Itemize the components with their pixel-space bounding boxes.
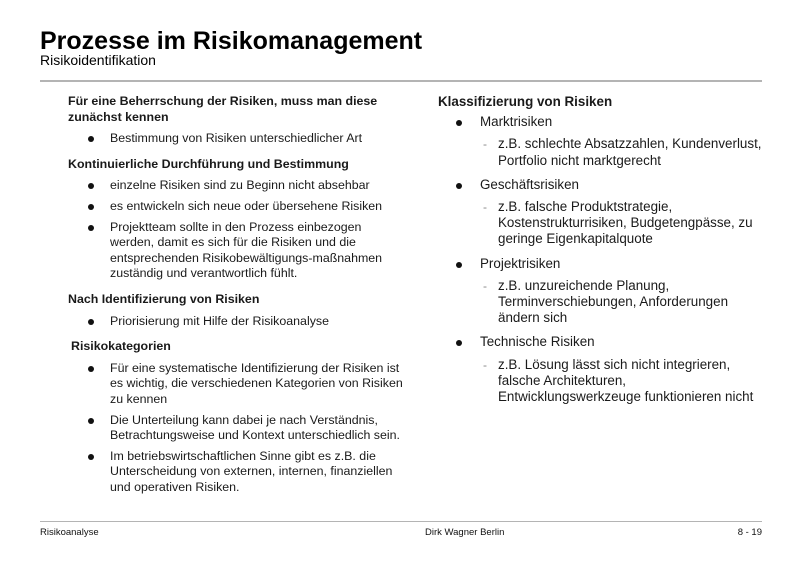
list-item bbox=[438, 177, 768, 248]
list-item-text: Bestimmung von Risiken unterschiedlicher Art bbox=[110, 131, 363, 146]
list-item-text: Projektteam sollte in den Prozess einbezogen werden, damit es sich für die Risiken und die entsprechenden Risikobewältigungs-maßnahmen zuständig und verantwortlich fühlt. bbox=[110, 219, 383, 281]
dash-icon: - bbox=[483, 200, 487, 215]
list-item-text: Projektrisiken bbox=[480, 255, 561, 271]
bullet-icon bbox=[88, 418, 94, 424]
bullet-icon bbox=[456, 262, 462, 268]
bullet-icon bbox=[456, 340, 462, 346]
dash-icon: - bbox=[483, 278, 487, 293]
list-item-text: einzelne Risiken sind zu Beginn nicht absehbar bbox=[110, 178, 370, 193]
list-item bbox=[68, 413, 408, 444]
bullet-icon bbox=[88, 183, 94, 189]
list-item bbox=[68, 178, 408, 194]
section-heading: Für eine Beherrschung der Risiken, muss man diese zunächst kennen bbox=[68, 94, 378, 124]
sub-list-item bbox=[480, 136, 768, 168]
section-heading: Kontinuierliche Durchführung und Bestimmung bbox=[68, 156, 349, 171]
page-number: 8 - 19 bbox=[737, 527, 762, 538]
page-title: Prozesse im Risikomanagement bbox=[40, 27, 423, 55]
bullet-icon bbox=[88, 319, 94, 325]
sub-list-item-text: z.B. unzureichende Planung, Terminverschiebungen, Anforderungen ändern sich bbox=[498, 277, 729, 326]
page-subtitle: Risikoidentifikation bbox=[40, 52, 156, 68]
list-item bbox=[68, 199, 408, 215]
section-heading: Risikokategorien bbox=[71, 339, 171, 354]
footer-left: Risikoanalyse bbox=[40, 527, 99, 538]
list-item-text: Marktrisiken bbox=[480, 114, 553, 130]
list-item bbox=[438, 114, 768, 169]
list-item-text: Geschäftsrisiken bbox=[480, 176, 579, 192]
dash-icon: - bbox=[483, 357, 487, 372]
bullet-icon bbox=[88, 454, 94, 460]
bullet-list bbox=[438, 114, 768, 405]
sub-list bbox=[480, 357, 768, 406]
list-item bbox=[68, 220, 408, 282]
list-item bbox=[68, 449, 408, 496]
list-item-text: Priorisierung mit Hilfe der Risikoanalyse bbox=[110, 313, 329, 328]
section-heading: Klassifizierung von Risiken bbox=[438, 94, 613, 109]
sub-list bbox=[480, 278, 768, 327]
list-item bbox=[68, 131, 408, 147]
list-item-text: Im betriebswirtschaftlichen Sinne gibt es z.B. die Unterscheidung von externen, internen, finanziellen und operativen Risiken. bbox=[110, 448, 393, 494]
bullet-list bbox=[68, 361, 408, 496]
list-item bbox=[68, 314, 408, 330]
sub-list-item bbox=[480, 278, 768, 327]
bullet-icon bbox=[88, 136, 94, 142]
right-column bbox=[438, 94, 768, 415]
bullet-list bbox=[68, 178, 408, 282]
bullet-icon bbox=[88, 366, 94, 372]
sub-list bbox=[480, 199, 768, 248]
footer-author: Dirk Wagner Berlin bbox=[425, 527, 505, 538]
sub-list-item-text: z.B. falsche Produktstrategie, Kostenstrukturrisiken, Budgetengpässe, zu geringe Eigenkapitalquote bbox=[498, 199, 753, 247]
sub-list-item-text: z.B. Lösung lässt sich nicht integrieren, falsche Architekturen, Entwicklungswerkzeuge funktionieren nicht bbox=[498, 356, 754, 405]
sub-list-item bbox=[480, 357, 768, 406]
list-item-text: es entwickeln sich neue oder übersehene Risiken bbox=[110, 198, 383, 213]
list-item bbox=[438, 334, 768, 405]
bullet-list bbox=[68, 131, 408, 147]
list-item-text: Für eine systematische Identifizierung der Risiken ist es wichtig, die verschiedenen Kategorien von Risiken zu kennen bbox=[110, 360, 403, 406]
list-item bbox=[438, 256, 768, 327]
bullet-icon bbox=[456, 183, 462, 189]
footer-divider bbox=[40, 521, 762, 522]
list-item bbox=[68, 361, 408, 408]
header-divider bbox=[40, 80, 762, 82]
sub-list bbox=[480, 136, 768, 168]
bullet-icon bbox=[88, 225, 94, 231]
sub-list-item bbox=[480, 199, 768, 248]
sub-list-item-text: z.B. schlechte Absatzzahlen, Kundenverlust, Portfolio nicht marktgerecht bbox=[498, 136, 762, 168]
bullet-icon bbox=[456, 120, 462, 126]
dash-icon: - bbox=[483, 137, 487, 152]
list-item-text: Die Unterteilung kann dabei je nach Verständnis, Betrachtungsweise und Kontext unterschiedlich sein. bbox=[110, 412, 400, 443]
bullet-icon bbox=[88, 204, 94, 210]
section-heading: Nach Identifizierung von Risiken bbox=[68, 291, 260, 306]
list-item-text: Technische Risiken bbox=[480, 334, 595, 350]
left-column bbox=[68, 94, 408, 505]
bullet-list bbox=[68, 314, 408, 330]
